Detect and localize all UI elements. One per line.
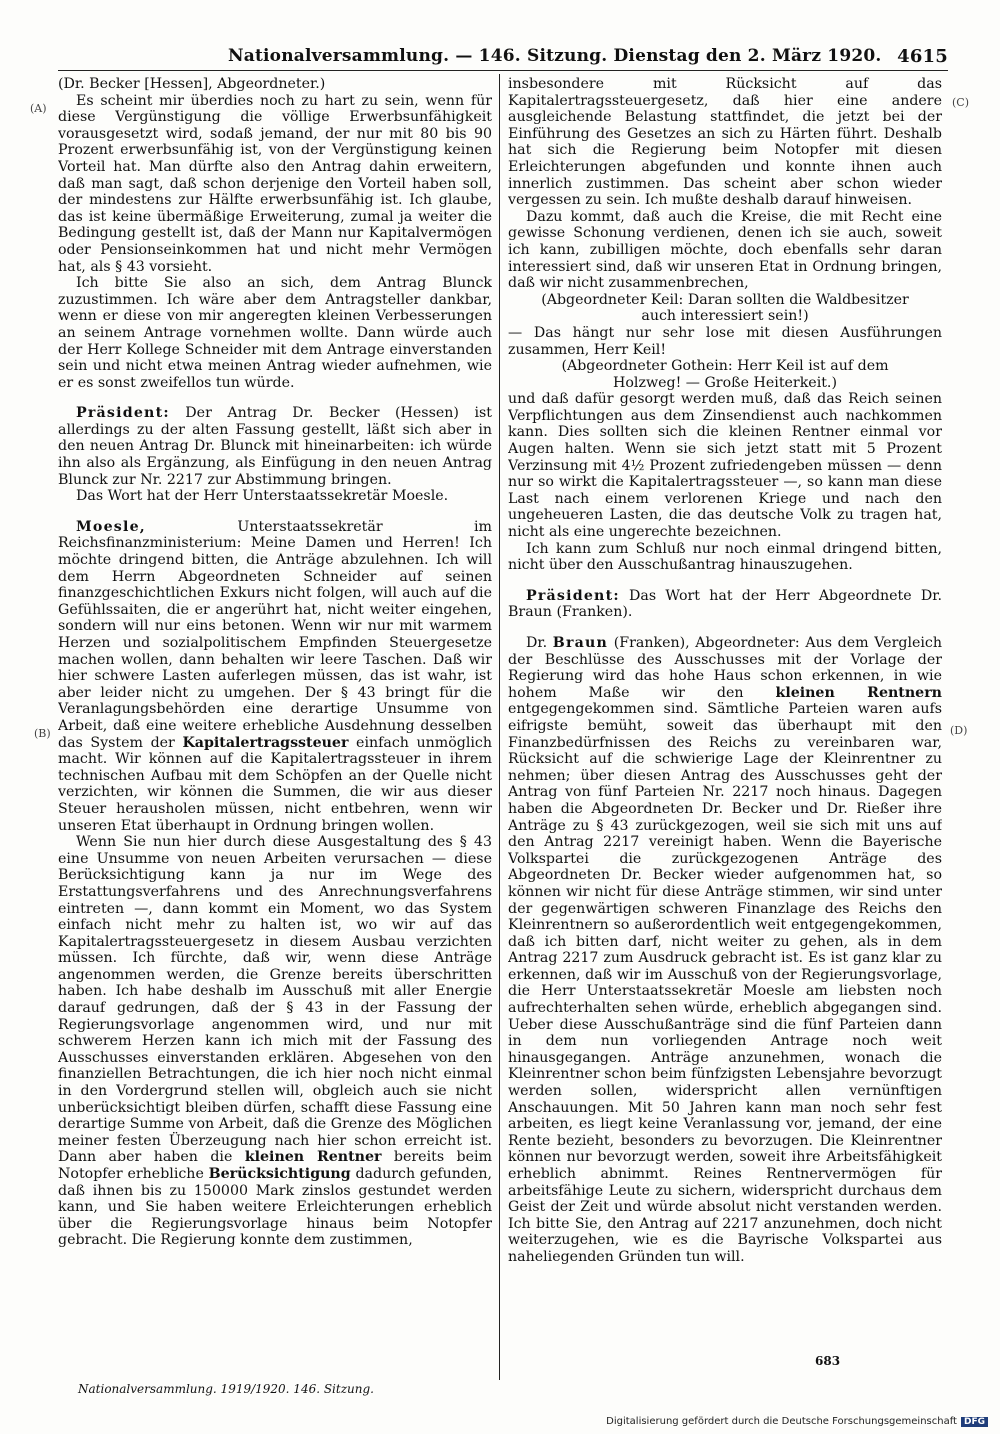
paragraph xyxy=(58,834,492,1249)
paragraph: Es scheint mir überdies noch zu hart zu sein, wenn für diese Vergünstigung die völlige Erwerbsunfähigkeit vorausgesetzt wird, sodaß jemand, der nur mit 80 bis 90 Prozent erwerbsunfähig ist, von der Vergünstigung keinen Vorteil hat. Man dürfte also den Antrag dahin erweitern, daß man sagt, daß schon derjenige den Vorteil haben soll, der mindestens zur Hälfte erwerbsunfähig ist. Ich glaube, das ist keine übermäßige Erweiterung, zumal ja weiter die Bedingung gestellt ist, daß der Mann nur Kapitalvermögen oder Pensionseinkommen hat und nicht mehr Vermögen hat, als § 43 vorsieht. xyxy=(58,92,492,275)
digitization-credit xyxy=(606,1416,988,1427)
header-rule xyxy=(58,70,948,71)
emphasis-text: Berücksichtigung xyxy=(208,1166,351,1182)
speaker-name: Präsident: xyxy=(76,405,170,422)
speech-text: dadurch gefunden, daß ihnen bis zu 150000 Mark zinslos gestundet werden kann, und Sie haben weitere Erleichterungen erheblich über die Regierungsvorlage hinaus beim Notopfer gebracht. Die Regierung konnte dem zustimmen, xyxy=(58,1166,492,1249)
paragraph xyxy=(58,519,492,834)
interjection: (Abgeordneter Keil: Daran sollten die Waldbesitzer auch interessiert sein!) xyxy=(541,291,909,325)
right-column xyxy=(508,76,942,1358)
column-divider xyxy=(499,74,500,1380)
signature-mark: 683 xyxy=(815,1354,841,1368)
speech-text: Unterstaatssekretär im Reichsfinanzministerium: Meine Damen und Herren! Ich möchte dringend bitten, die Anträge abzulehnen. Ich will dem Herrn Abgeordneten Schneider auf seinen finanzgeschichtlichen Exkurs nicht folgen, will auch auf die Gefühlssaiten, die er angerührt hat, nicht weiter eingehen, sondern will nur eins betonen. Wenn wir nur mit warmem Herzen und sozialpolitischem Empfinden Steuergesetze machen wollen, dann behalten wir leere Taschen. Daß wir hier schwere Lasten auferlegen müssen, das ist wahr, ist aber leider nicht zu umgehen. Der § 43 bringt für die Veranlagungsbehörden eine derartige Unsumme von Arbeit, daß eine weitere erhebliche Ausdehnung desselben das System der xyxy=(58,518,492,751)
paragraph: Das Wort hat der Herr Unterstaatssekretär Moesle. xyxy=(76,488,449,505)
paragraph xyxy=(58,405,492,488)
dfg-logo: DFG xyxy=(961,1417,988,1427)
margin-marker-b: (B) xyxy=(34,727,51,740)
paragraph xyxy=(508,635,942,1266)
speaker-attribution: (Dr. Becker [Hessen], Abgeordneter.) xyxy=(58,76,326,92)
header-title: Nationalversammlung. — 146. Sitzung. Dienstag den 2. März 1920. xyxy=(228,46,882,66)
speaker-name: Braun xyxy=(552,635,609,651)
paragraph: Ich kann zum Schluß nur noch einmal dringend bitten, nicht über den Ausschußantrag hinauszugehen. xyxy=(508,540,942,574)
speech-text: Der Antrag Dr. Becker (Hessen) ist allerdings zu der alten Fassung gestellt, läßt sich aber in den neuen Antrag Dr. Blunck mit hineinarbeiten: ich würde ihn also als Ergänzung, als Einfügung in den neuen Antrag Blunck zur Nr. 2217 zur Abstimmung bringen. xyxy=(58,405,492,488)
speaker-name: Präsident: xyxy=(526,587,620,604)
speech-text: bereits beim Notopfer erhebliche xyxy=(58,1149,492,1182)
margin-marker-a: (A) xyxy=(30,102,47,115)
speaker-title: Dr. xyxy=(526,635,548,651)
left-column xyxy=(58,76,492,1376)
paragraph: Dazu kommt, daß auch die Kreise, die mit Recht eine gewisse Schonung verdienen, denen ich sie auch, soweit ich kann, zubilligen möchte, doch ebenfalls sehr daran interessiert sind, daß wir unseren Etat in Ordnung bringen, daß wir nicht zusammenbrechen, xyxy=(508,208,942,292)
paragraph: — Das hängt nur sehr lose mit diesen Ausführungen zusammen, Herr Keil! xyxy=(508,324,942,358)
paragraph: Ich bitte Sie also an sich, dem Antrag Blunck zuzustimmen. Ich wäre aber dem Antragsteller dankbar, wenn er diese von mir angeregten kleinen Verbesserungen an seinem Antrage vornehmen wollte. Dann würde auch der Herr Kollege Schneider mit dem Antrage einverstanden sein und nicht etwa meinen Antrag wieder aufnehmen, wie er es sonst zweifellos tun würde. xyxy=(58,275,492,391)
paragraph: und daß dafür gesorgt werden muß, daß das Reich seinen Verpflichtungen aus dem Zinsendienst auch nachkommen kann. Dies sollten sich die kleinen Rentner einmal vor Augen halten. Wenn sie sich jetzt statt mit 5 Prozent Verzinsung mit 4½ Prozent zufriedengeben müssen — denn nur so wirkt die Kapitalertragssteuer —, so kann man diese Last nach einem verlorenen Kriege und nach den ungeheueren Lasten, die das deutsche Volk zu tragen hat, nicht als eine ungerechte bezeichnen. xyxy=(508,391,942,541)
interjection: (Abgeordneter Gothein: Herr Keil ist auf dem Holzweg! — Große Heiterkeit.) xyxy=(561,358,889,391)
paragraph xyxy=(508,588,942,621)
credit-text: Digitalisierung gefördert durch die Deutsche Forschungsgemeinschaft xyxy=(606,1416,957,1427)
speech-text: Das Wort hat der Herr Abgeordnete Dr. Braun (Franken). xyxy=(508,587,942,621)
emphasis-text: Kapitalertragssteuer xyxy=(182,734,349,751)
speech-text: Wenn Sie nun hier durch diese Ausgestaltung des § 43 eine Unsumme von neuen Arbeiten verursachen — diese Berücksichtigung kann ja nur im Wege des Erstattungsverfahrens und des Anrechnungsverfahrens eintreten —, dann kommt ein Moment, wo das System einfach nicht mehr zu halten ist, wo wir auf das Kapitalertragssteuergesetz in diesem Ausbau verzichten müssen. Ich fürchte, daß wir, wenn diese Anträge angenommen werden, die Grenze bereits überschritten haben. Ich habe deshalb im Ausschuß mit aller Energie darauf gedrungen, daß der § 43 in der Fassung der Regierungsvorlage angenommen wird, und nur mit schwerem Herzen kann ich mich mit der Fassung des Ausschusses einverstanden erklären. Abgesehen von den finanziellen Betrachtungen, die ich hier noch nicht einmal in den Vordergrund stellen will, obgleich auch sie nicht unberücksichtigt bleiben dürfen, schafft diese Fassung eine derartige Summe von Arbeit, daß die Grenze des Möglichen meiner festen Überzeugung nach hier schon erreicht ist. Dann aber haben die xyxy=(58,834,492,1166)
paragraph: insbesondere mit Rücksicht auf das Kapitalertragssteuergesetz, daß hier eine andere ausgleichende Belastung stattfindet, die jetzt bei der Einführung des Gesetzes an sich zu Härten führt. Deshalb hat sich die Regierung beim Notopfer mit diesen Erleichterungen abgefunden und konnte ihnen auch innerlich zustimmen. Das scheint aber schon wieder vergessen zu sein. Ich mußte deshalb darauf hinweisen. xyxy=(508,76,942,209)
margin-marker-c: (C) xyxy=(952,96,969,109)
speech-text: entgegengekommen sind. Sämtliche Parteien waren aufs eifrigste bemüht, soweit das überhaupt mit den Finanzbedürfnissen des Reichs zu vereinbaren war, Rücksicht auf die schwierige Lage der Kleinrentner zu nehmen; über diesen Antrag des Ausschusses geht der Antrag von fünf Parteien Nr. 2217 noch hinaus. Dagegen haben die Abgeordneten Dr. Becker und Dr. Rießer ihre Anträge zu § 43 zurückgezogen, weil sie sich mit uns auf den Antrag 2217 vereinigt haben. Wenn die Bayerische Volkspartei die zurückgezogenen Anträge des Abgeordneten Dr. Becker wieder aufgenommen hat, so können wir nicht für diese Anträge stimmen, wir sind unter der gegenwärtigen schweren Finanzlage des Reichs den Kleinrentnern so außerordentlich weit entgegengekommen, daß ich bitten darf, nicht weiter zu gehen, als in dem Antrag 2217 zum Ausdruck gebracht ist. Es ist ganz klar zu erkennen, daß wir im Ausschuß von der Regierungsvorlage, die Herr Unterstaatssekretär Moesle am liebsten noch aufrechterhalten sehen würde, erheblich abgegangen sind. Ueber diese Ausschußanträge sind die fünf Parteien dann in dem nun vorliegenden Antrage noch weit hinausgegangen. Anträge anzunehmen, wonach die Kleinrentner schon beim fünfzigsten Lebensjahre bevorzugt werden sollen, widerspricht allen vernünftigen Anschauungen. Mit 50 Jahren kann man noch sehr fest arbeiten, es liegt keine Veranlassung vor, jemand, der eine Rente bezieht, besonders zu bevorzugen. Die Kleinrentner können nur bevorzugt werden, soweit ihre Arbeitsfähigkeit erheblich abnimmt. Reines Rentnervermögen für arbeitsfähige Leute zu sichern, widerspricht durchaus dem Geist der Zeit und würde absolut nicht verstanden werden. Ich bitte Sie, den Antrag auf 2217 anzunehmen, doch nicht weiterzugehen, wie es die Bayrische Volkspartei aus naheliegenden Gründen tun will. xyxy=(508,701,942,1265)
footer-imprint: Nationalversammlung. 1919/1920. 146. Sitzung. xyxy=(78,1382,374,1396)
running-header xyxy=(58,40,948,70)
margin-marker-d: (D) xyxy=(950,724,968,737)
speaker-name: Moesle, xyxy=(76,518,146,535)
emphasis-text: kleinen Rentnern xyxy=(775,684,942,701)
emphasis-text: kleinen Rentner xyxy=(244,1149,382,1166)
page-number: 4615 xyxy=(897,46,948,67)
speech-text: einfach unmöglich macht. Wir können auf die Kapitalertragssteuer in ihrem technischen Aufbau mit dem Schöpfen an der Quelle nicht verzichten, wir können die Summen, die wir aus dieser Steuer herausholen müssen, nicht entbehren, wenn wir unseren Etat überhaupt in Ordnung bringen wollen. xyxy=(58,734,492,834)
speech-text: (Franken), Abgeordneter: Aus dem Vergleich der Beschlüsse des Ausschusses mit der Vorlage der Regierung wird das hohe Haus schon erkennen, in wie hohem Maße wir den xyxy=(508,635,942,701)
